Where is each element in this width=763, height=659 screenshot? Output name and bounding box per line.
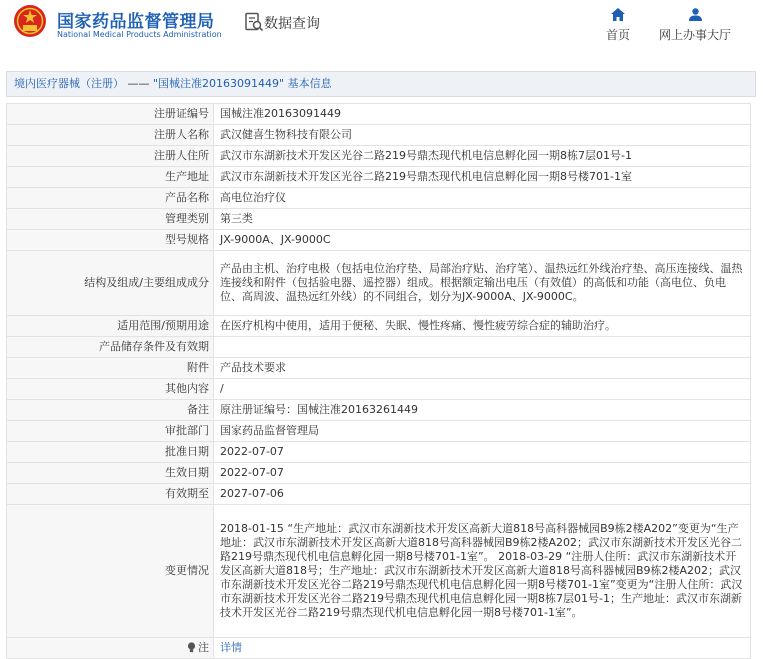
field-value <box>214 337 751 358</box>
lightbulb-icon <box>187 642 196 653</box>
national-emblem-icon <box>13 4 47 38</box>
field-label: 管理类别 <box>7 209 214 230</box>
field-label: 注册证编号 <box>7 104 214 125</box>
site-logo-title[interactable]: 国家药品监督管理局 <box>57 12 215 32</box>
field-value: 高电位治疗仪 <box>214 188 751 209</box>
field-label: 附件 <box>7 358 214 379</box>
table-row <box>7 167 751 188</box>
breadcrumb <box>6 71 756 97</box>
field-label: 注册人住所 <box>7 146 214 167</box>
field-label: 备注 <box>7 400 214 421</box>
field-value: 2027-07-06 <box>214 484 751 505</box>
site-logo-subtitle[interactable]: National Medical Products Administration <box>57 30 222 39</box>
field-label: 型号规格 <box>7 230 214 251</box>
nav-online-service[interactable] <box>655 8 735 43</box>
home-icon <box>611 8 625 21</box>
breadcrumb-category-link[interactable]: 境内医疗器械（注册） <box>14 77 124 90</box>
breadcrumb-title: "国械注准20163091449" 基本信息 <box>153 77 332 90</box>
table-row <box>7 209 751 230</box>
field-label: 注 <box>198 641 209 654</box>
table-row <box>7 104 751 125</box>
details-link[interactable]: 详情 <box>220 641 242 654</box>
field-value: / <box>214 379 751 400</box>
field-label: 生效日期 <box>7 463 214 484</box>
note-value-cell <box>214 638 751 659</box>
table-row <box>7 400 751 421</box>
data-query-link[interactable]: 数据查询 <box>264 16 320 32</box>
table-row <box>7 188 751 209</box>
data-query-icon[interactable] <box>244 12 264 32</box>
field-value: 在医疗机构中使用，适用于便秘、失眠、慢性疼痛、慢性疲劳综合症的辅助治疗。 <box>214 316 751 337</box>
field-value: 2022-07-07 <box>214 442 751 463</box>
table-row <box>7 421 751 442</box>
nav-home[interactable] <box>601 8 635 43</box>
site-header <box>0 0 763 52</box>
field-value: 国家药品监督管理局 <box>214 421 751 442</box>
table-row <box>7 638 751 659</box>
field-value: 武汉健喜生物科技有限公司 <box>214 125 751 146</box>
breadcrumb-separator: —— <box>127 77 150 90</box>
field-value: 武汉市东湖新技术开发区光谷二路219号鼎杰现代机电信息孵化园一期8栋7层01号-1 <box>214 146 751 167</box>
field-value: 武汉市东湖新技术开发区光谷二路219号鼎杰现代机电信息孵化园一期8号楼701-1室 <box>214 167 751 188</box>
registration-info-table <box>6 103 751 659</box>
field-label: 有效期至 <box>7 484 214 505</box>
field-value: 产品由主机、治疗电极（包括电位治疗垫、局部治疗贴、治疗笔）、温热远红外线治疗垫、高压连接线、温热连接线和附件（包括验电器、遥控器）组成。根据额定输出电压（有效值）的高低和功能（高电位、负电位、高周波、温热远红外线）的不同组合，划分为JX-9000A、JX-9000C。 <box>214 251 751 316</box>
field-label: 产品名称 <box>7 188 214 209</box>
user-icon <box>689 8 702 21</box>
field-value: JX-9000A、JX-9000C <box>214 230 751 251</box>
field-value: 2018-01-15 “生产地址：武汉市东湖新技术开发区高新大道818号高科器械园B9栋2楼A202”变更为“生产地址：武汉市东湖新技术开发区高新大道818号高科器械园B9栋2楼A202；武汉市东湖新技术开发区光谷二路219号鼎杰现代机电信息孵化园一期8号楼701-1室”。 2018-03-29 “注册人住所：武汉市东湖新技术开发区高新大道818号；生产地址：武汉市东湖新技术开发区高新大道818号高科器械园B9栋2楼A202；武汉市东湖新技术开发区光谷二路219号鼎杰现代机电信息孵化园一期8号楼701-1室”变更为“注册人住所：武汉市东湖新技术开发区光谷二路219号鼎杰现代机电信息孵化园一期8栋7层01号-1；生产地址：武汉市东湖新技术开发区光谷二路219号鼎杰现代机电信息孵化园一期8号楼701-1室”。 <box>214 505 751 638</box>
table-row <box>7 442 751 463</box>
field-label: 生产地址 <box>7 167 214 188</box>
table-row <box>7 251 751 316</box>
field-value: 产品技术要求 <box>214 358 751 379</box>
field-label: 适用范围/预期用途 <box>7 316 214 337</box>
field-label: 其他内容 <box>7 379 214 400</box>
field-value: 2022-07-07 <box>214 463 751 484</box>
table-row <box>7 337 751 358</box>
table-row <box>7 230 751 251</box>
field-label: 变更情况 <box>7 505 214 638</box>
field-label: 审批部门 <box>7 421 214 442</box>
table-row <box>7 125 751 146</box>
table-row <box>7 379 751 400</box>
table-row <box>7 358 751 379</box>
table-row <box>7 463 751 484</box>
table-row <box>7 505 751 638</box>
field-label: 注册人名称 <box>7 125 214 146</box>
field-value: 原注册证编号：国械注准20163261449 <box>214 400 751 421</box>
table-row <box>7 146 751 167</box>
note-label-cell <box>7 638 214 659</box>
field-value: 第三类 <box>214 209 751 230</box>
field-label: 产品储存条件及有效期 <box>7 337 214 358</box>
field-label: 结构及组成/主要组成成分 <box>7 251 214 316</box>
nav-online-label: 网上办事大厅 <box>658 28 731 42</box>
table-row <box>7 316 751 337</box>
field-value: 国械注准20163091449 <box>214 104 751 125</box>
field-label: 批准日期 <box>7 442 214 463</box>
nav-home-label: 首页 <box>605 28 630 42</box>
table-row <box>7 484 751 505</box>
